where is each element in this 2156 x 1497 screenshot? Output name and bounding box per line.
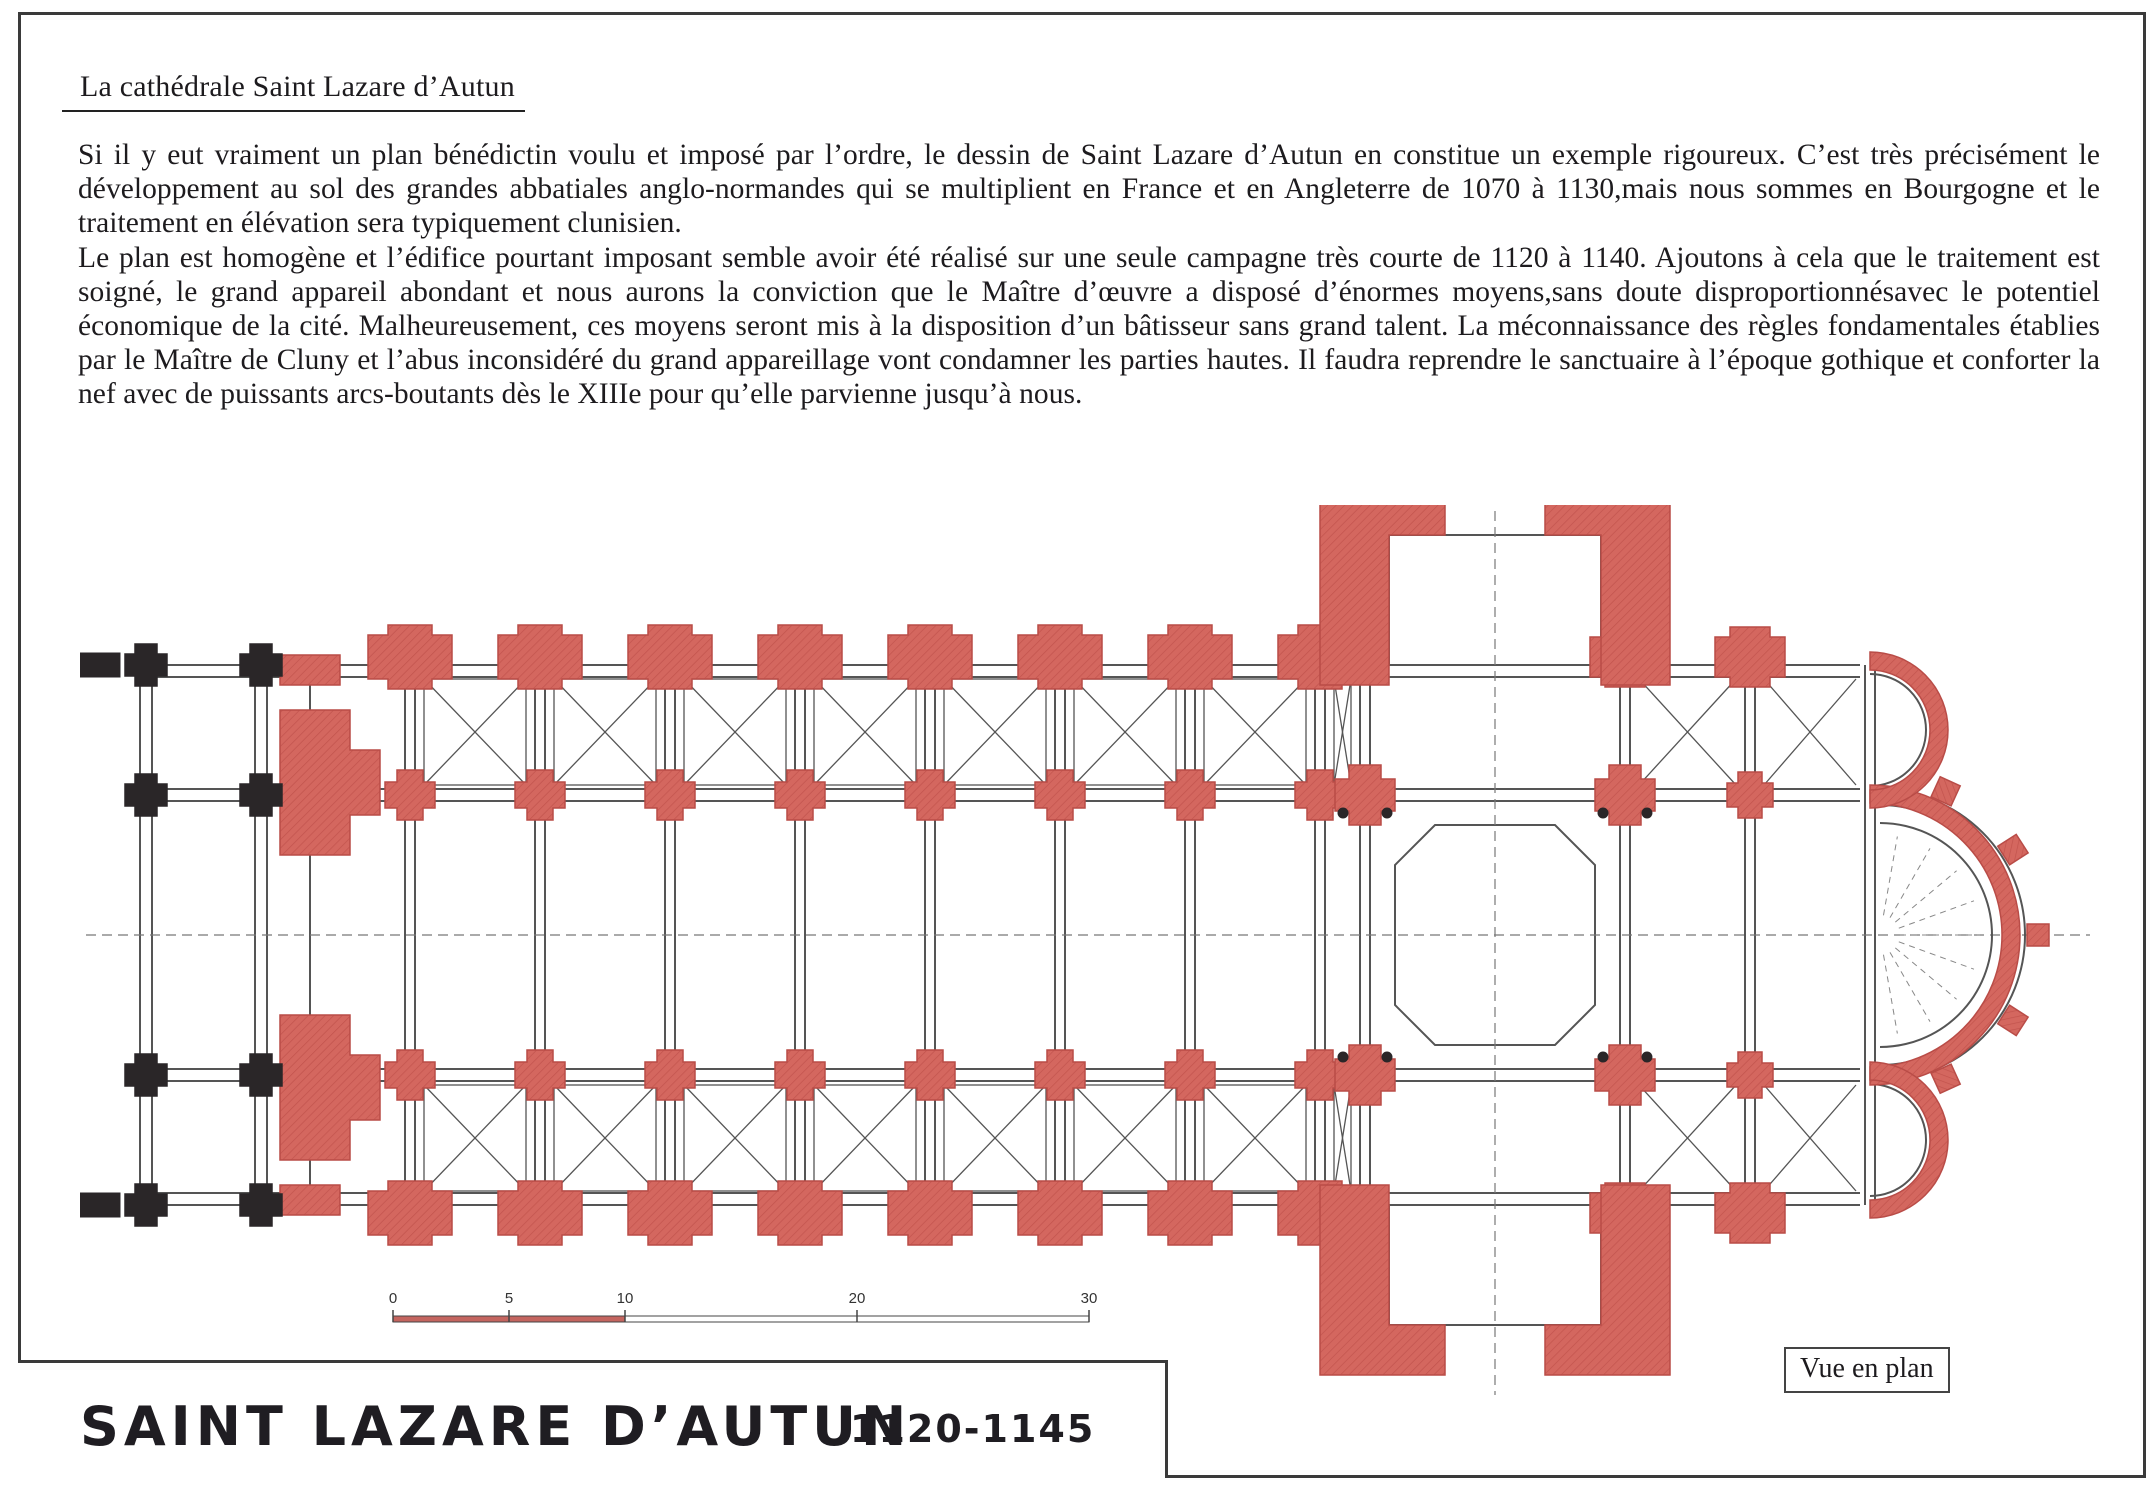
plan-nave-pier xyxy=(645,770,695,820)
plan-narthex-pier xyxy=(240,774,282,816)
title-block xyxy=(18,1360,1168,1478)
plan-apse-buttress xyxy=(1998,834,2028,864)
plan-portal-pier-north xyxy=(280,710,380,855)
plan-nave-pier xyxy=(1165,770,1215,820)
plan-narthex-pier xyxy=(125,644,167,686)
plan-crossing-column xyxy=(1598,808,1608,818)
plan-buttress-south xyxy=(758,1181,842,1245)
plan-transept-wall-south-west xyxy=(1320,1185,1445,1375)
plan-nave-pier xyxy=(775,770,825,820)
plan-narthex-pier xyxy=(240,1184,282,1226)
plan-west-wall-south xyxy=(280,1185,340,1215)
plan-nave-pier xyxy=(1035,770,1085,820)
plan-crossing-column xyxy=(1598,1052,1608,1062)
plan-buttress-south xyxy=(888,1181,972,1245)
plan-transept-wall-north-east xyxy=(1545,505,1670,685)
plan-nave-pier xyxy=(905,770,955,820)
scale-label-0: 0 xyxy=(388,1290,398,1307)
paragraph-1: Si il y eut vraiment un plan bénédictin voulu et imposé par l’ordre, le dessin de Saint Lazare d’Autun en constitue un exemple rigoureux. C’est très précisément le développement au sol des grandes abbatiales anglo-normandes qui se multiplient en France et en Angleterre de 1070 à 1130,mais nous sommes en Bourgogne et le traitement en élévation sera typiquement clunisien. xyxy=(78,139,2100,240)
scale-label-20: 20 xyxy=(848,1290,866,1307)
plan-buttress-south xyxy=(628,1181,712,1245)
plan-crossing-column xyxy=(1382,808,1392,818)
plan-buttress-south xyxy=(1018,1181,1102,1245)
plan-apse-radial xyxy=(1890,848,1930,917)
plan-crossing-column xyxy=(1382,1052,1392,1062)
plan-buttress-north xyxy=(628,625,712,689)
plan-narthex-pier xyxy=(240,644,282,686)
plan-crossing-column xyxy=(1642,1052,1652,1062)
section-title: La cathédrale Saint Lazare d’Autun xyxy=(62,70,525,112)
plan-choir-pier xyxy=(1727,1052,1773,1098)
scale-label-30: 30 xyxy=(1080,1290,1098,1307)
scale-bar-graphic xyxy=(385,1290,1105,1330)
drawing-title: SAINT LAZARE D’AUTUN xyxy=(80,1395,912,1458)
plan-narthex-pier xyxy=(125,774,167,816)
plan-nave-pier xyxy=(385,1050,435,1100)
view-label: Vue en plan xyxy=(1784,1347,1950,1393)
plan-buttress-north xyxy=(1148,625,1232,689)
plan-crossing-column xyxy=(1642,808,1652,818)
scale-label-10: 10 xyxy=(616,1290,634,1307)
plan-narthex-pier xyxy=(125,1054,167,1096)
plan-nave-pier xyxy=(515,770,565,820)
plan-transept-wall-north-west xyxy=(1320,505,1445,685)
plan-apse-radial xyxy=(1895,871,1956,922)
plan-nave-pier xyxy=(905,1050,955,1100)
plan-narthex-pier xyxy=(240,1054,282,1096)
plan-crossing-column xyxy=(1338,1052,1348,1062)
plan-buttress-north xyxy=(368,625,452,689)
plan-apse-radial xyxy=(1890,952,1930,1021)
plan-apse-radial xyxy=(1899,901,1974,928)
plan-portal-pier-south xyxy=(280,1015,380,1160)
paragraph-2: Le plan est homogène et l’édifice pourtant imposant semble avoir été réalisé sur une seule campagne très courte de 1120 à 1140. Ajoutons à cela que le traitement est soigné, le grand appareil abondant et nous aurons la conviction que le Maître d’œuvre a disposé d’énormes moyens,sans doute disproportionnésavec le potentiel économique de la cité. Malheureusement, ces moyens seront mis à la disposition d’un bâtisseur sans grand talent. La méconnaissance des règles fondamentales établies par le Maître de Cluny et l’abus inconsidéré du grand appareillage vont condamner les parties hautes. Il faudra reprendre le sanctuaire à l’époque gothique et conforter la nef avec de puissants arcs-boutants dès le XIIIe pour qu’elle parvienne jusqu’à nous. xyxy=(78,241,2100,411)
plan-buttress-north xyxy=(758,625,842,689)
plan-buttress-south xyxy=(1148,1181,1232,1245)
floor-plan xyxy=(80,505,2100,1405)
plan-west-stub-north xyxy=(80,653,120,677)
plan-buttress-south xyxy=(498,1181,582,1245)
plan-apse-radial xyxy=(1883,955,1897,1034)
description-text xyxy=(78,138,2100,412)
scale-label-5: 5 xyxy=(504,1290,514,1307)
plan-apse-radial xyxy=(1899,942,1974,969)
plan-nave-pier xyxy=(1035,1050,1085,1100)
plan-apse-radial xyxy=(1895,948,1956,999)
plan-buttress-south xyxy=(368,1181,452,1245)
plan-nave-pier xyxy=(385,770,435,820)
plan-nave-pier xyxy=(645,1050,695,1100)
plan-apse-radial xyxy=(1883,837,1897,916)
plan-nave-pier xyxy=(775,1050,825,1100)
plan-narthex-pier xyxy=(125,1184,167,1226)
plan-buttress-north xyxy=(1018,625,1102,689)
plan-crossing-column xyxy=(1338,808,1348,818)
plan-buttress-north xyxy=(888,625,972,689)
plan-nave-pier xyxy=(515,1050,565,1100)
plan-buttress-north xyxy=(498,625,582,689)
plan-nave-pier xyxy=(1165,1050,1215,1100)
plan-west-stub-south xyxy=(80,1193,120,1217)
plan-west-wall-north xyxy=(280,655,340,685)
plan-choir-pier xyxy=(1727,772,1773,818)
plan-apse-buttress xyxy=(1998,1005,2028,1035)
plan-transept-wall-south-east xyxy=(1545,1185,1670,1375)
construction-dates: 1120-1145 xyxy=(850,1407,1096,1451)
scale-bar xyxy=(385,1290,1105,1330)
plan-apse-buttress xyxy=(2027,924,2049,946)
